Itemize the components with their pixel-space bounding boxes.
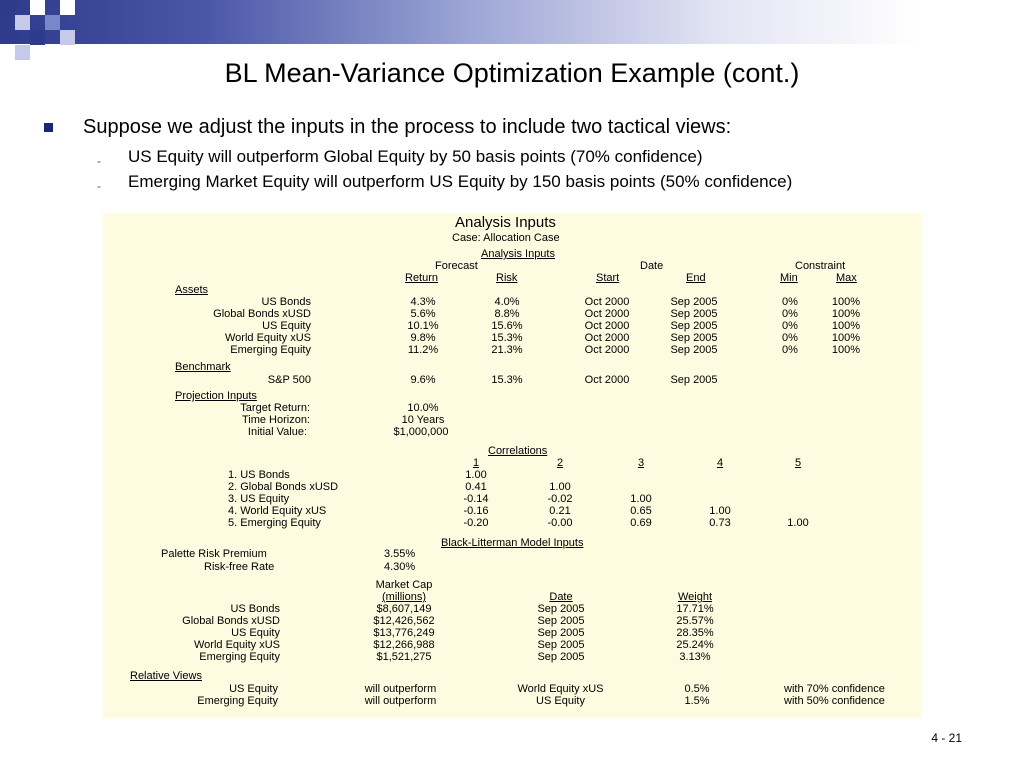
corr-col-header: 4 [716, 457, 724, 469]
benchmark-return: 9.6% [410, 374, 436, 386]
section-assets: Assets [175, 284, 209, 296]
asset-return: 10.1% [407, 320, 439, 332]
corr-value: 0.41 [465, 481, 487, 493]
mc-date: Sep 2005 [537, 603, 585, 615]
subbullet-2: Emerging Market Equity will outperform US Equity by 150 basis points (50% confidence) [128, 172, 793, 191]
asset-end: Sep 2005 [670, 296, 718, 308]
mc-date-header: Date [549, 591, 573, 603]
section-analysis-inputs: Analysis Inputs [481, 248, 555, 260]
asset-min: 0% [782, 308, 798, 320]
col-end: End [686, 272, 706, 284]
mc-asset-name: US Bonds [230, 603, 280, 615]
view-compare-asset: World Equity xUS [517, 683, 604, 695]
header-square-3 [30, 0, 45, 15]
view-confidence: with 50% confidence [784, 695, 885, 707]
asset-return: 4.3% [410, 296, 436, 308]
mc-value: $12,266,988 [373, 639, 435, 651]
bl-param-value: 4.30% [384, 561, 416, 573]
corr-row-name: 1. US Bonds [228, 469, 290, 481]
header-gradient-bar [0, 0, 1024, 44]
mc-value: $13,776,249 [373, 627, 435, 639]
asset-start: Oct 2000 [584, 344, 630, 356]
header-square-1 [0, 0, 15, 15]
view-verb: will outperform [364, 683, 437, 695]
corr-value: -0.02 [547, 493, 573, 505]
section-bl-inputs: Black-Litterman Model Inputs [441, 537, 584, 549]
asset-start: Oct 2000 [584, 320, 630, 332]
asset-end: Sep 2005 [670, 308, 718, 320]
asset-name: US Equity [262, 320, 311, 332]
dash-icon: - [97, 179, 101, 193]
asset-risk: 15.3% [491, 332, 523, 344]
corr-value: -0.20 [463, 517, 489, 529]
mc-asset-name: Global Bonds xUSD [182, 615, 280, 627]
col-min: Min [780, 272, 798, 284]
asset-risk: 8.8% [494, 308, 520, 320]
header-constraint: Constraint [795, 260, 846, 272]
corr-row-name: 3. US Equity [228, 493, 290, 505]
subbullet-1: US Equity will outperform Global Equity by 50 basis points (70% confidence) [128, 147, 703, 166]
view-compare-asset: US Equity [536, 695, 585, 707]
panel-case: Case: Allocation Case [452, 232, 560, 244]
corr-value: -0.16 [463, 505, 489, 517]
asset-name: Emerging Equity [230, 344, 311, 356]
asset-name: World Equity xUS [225, 332, 311, 344]
view-amount: 1.5% [684, 695, 710, 707]
benchmark-risk: 15.3% [491, 374, 523, 386]
mc-asset-name: World Equity xUS [194, 639, 280, 651]
mc-weight: 25.57% [676, 615, 714, 627]
mc-weight: 3.13% [679, 651, 711, 663]
corr-col-header: 1 [472, 457, 480, 469]
corr-col-header: 5 [794, 457, 802, 469]
asset-risk: 21.3% [491, 344, 523, 356]
mc-asset-name: Emerging Equity [199, 651, 280, 663]
bullet-square-icon [44, 123, 53, 132]
view-verb: will outperform [364, 695, 437, 707]
bl-param-label: Palette Risk Premium [161, 548, 267, 560]
mc-weight: 17.71% [676, 603, 714, 615]
corr-value: -0.00 [547, 517, 573, 529]
mc-value: $1,521,275 [376, 651, 432, 663]
corr-row-name: 5. Emerging Equity [228, 517, 321, 529]
header-square-5 [30, 30, 45, 45]
col-max: Max [836, 272, 857, 284]
asset-min: 0% [782, 320, 798, 332]
corr-value: 0.69 [630, 517, 652, 529]
corr-value: 1.00 [630, 493, 652, 505]
analysis-inputs-panel [103, 213, 921, 718]
corr-value: -0.14 [463, 493, 489, 505]
asset-min: 0% [782, 344, 798, 356]
corr-col-header: 3 [637, 457, 645, 469]
mc-weight: 25.24% [676, 639, 714, 651]
col-risk: Risk [496, 272, 518, 284]
section-benchmark: Benchmark [175, 361, 231, 373]
corr-value: 0.21 [549, 505, 571, 517]
asset-risk: 4.0% [494, 296, 520, 308]
mc-header: Market Cap [375, 579, 433, 591]
asset-name: US Bonds [261, 296, 311, 308]
asset-max: 100% [831, 344, 861, 356]
projection-value: $1,000,000 [393, 426, 449, 438]
mc-date: Sep 2005 [537, 627, 585, 639]
asset-min: 0% [782, 332, 798, 344]
corr-value: 0.65 [630, 505, 652, 517]
asset-name: Global Bonds xUSD [213, 308, 311, 320]
col-return: Return [405, 272, 439, 284]
panel-title: Analysis Inputs [455, 214, 556, 231]
corr-row-name: 2. Global Bonds xUSD [228, 481, 339, 493]
mc-weight-header: Weight [677, 591, 713, 603]
asset-end: Sep 2005 [670, 344, 718, 356]
col-start: Start [596, 272, 620, 284]
mc-date: Sep 2005 [537, 615, 585, 627]
benchmark-name: S&P 500 [267, 374, 311, 386]
benchmark-start: Oct 2000 [584, 374, 630, 386]
projection-value: 10.0% [407, 402, 439, 414]
corr-row-name: 4. World Equity xUS [228, 505, 327, 517]
mc-date: Sep 2005 [537, 651, 585, 663]
bl-param-label: Risk-free Rate [204, 561, 275, 573]
asset-start: Oct 2000 [584, 308, 630, 320]
corr-col-header: 2 [556, 457, 564, 469]
view-amount: 0.5% [684, 683, 710, 695]
page-number: 4 - 21 [931, 731, 962, 745]
mc-value: $8,607,149 [376, 603, 432, 615]
corr-value: 1.00 [787, 517, 809, 529]
header-square-2 [15, 15, 30, 30]
corr-value: 1.00 [549, 481, 571, 493]
bullet-text: Suppose we adjust the inputs in the process to include two tactical views: [83, 116, 732, 138]
asset-return: 11.2% [407, 344, 439, 356]
header-date: Date [640, 260, 664, 272]
slide-title: BL Mean-Variance Optimization Example (cont.) [224, 58, 800, 88]
asset-risk: 15.6% [491, 320, 523, 332]
projection-label: Initial Value: [247, 426, 307, 438]
corr-value: 0.73 [709, 517, 731, 529]
section-projection: Projection Inputs [175, 390, 257, 402]
mc-asset-name: US Equity [231, 627, 280, 639]
header-forecast: Forecast [435, 260, 478, 272]
benchmark-end: Sep 2005 [670, 374, 718, 386]
view-asset: Emerging Equity [197, 695, 278, 707]
projection-label: Time Horizon: [241, 414, 310, 426]
asset-return: 5.6% [410, 308, 436, 320]
mc-header-units: (millions) [382, 591, 426, 603]
projection-label: Target Return: [240, 402, 310, 414]
corr-value: 1.00 [465, 469, 487, 481]
mc-value: $12,426,562 [373, 615, 435, 627]
header-square-4 [45, 15, 60, 30]
asset-end: Sep 2005 [670, 332, 718, 344]
asset-start: Oct 2000 [584, 296, 630, 308]
mc-date: Sep 2005 [537, 639, 585, 651]
asset-min: 0% [782, 296, 798, 308]
projection-value: 10 Years [401, 414, 445, 426]
corr-value: 1.00 [709, 505, 731, 517]
mc-weight: 28.35% [676, 627, 714, 639]
asset-max: 100% [831, 308, 861, 320]
asset-max: 100% [831, 320, 861, 332]
header-square-6 [60, 0, 75, 15]
asset-max: 100% [831, 332, 861, 344]
view-asset: US Equity [229, 683, 278, 695]
dash-icon: - [97, 154, 101, 168]
asset-return: 9.8% [410, 332, 436, 344]
header-square-8 [60, 30, 75, 45]
section-relative-views: Relative Views [130, 670, 202, 682]
section-correlations: Correlations [488, 445, 548, 457]
view-confidence: with 70% confidence [784, 683, 885, 695]
asset-max: 100% [831, 296, 861, 308]
bl-param-value: 3.55% [384, 548, 416, 560]
asset-end: Sep 2005 [670, 320, 718, 332]
asset-start: Oct 2000 [584, 332, 630, 344]
